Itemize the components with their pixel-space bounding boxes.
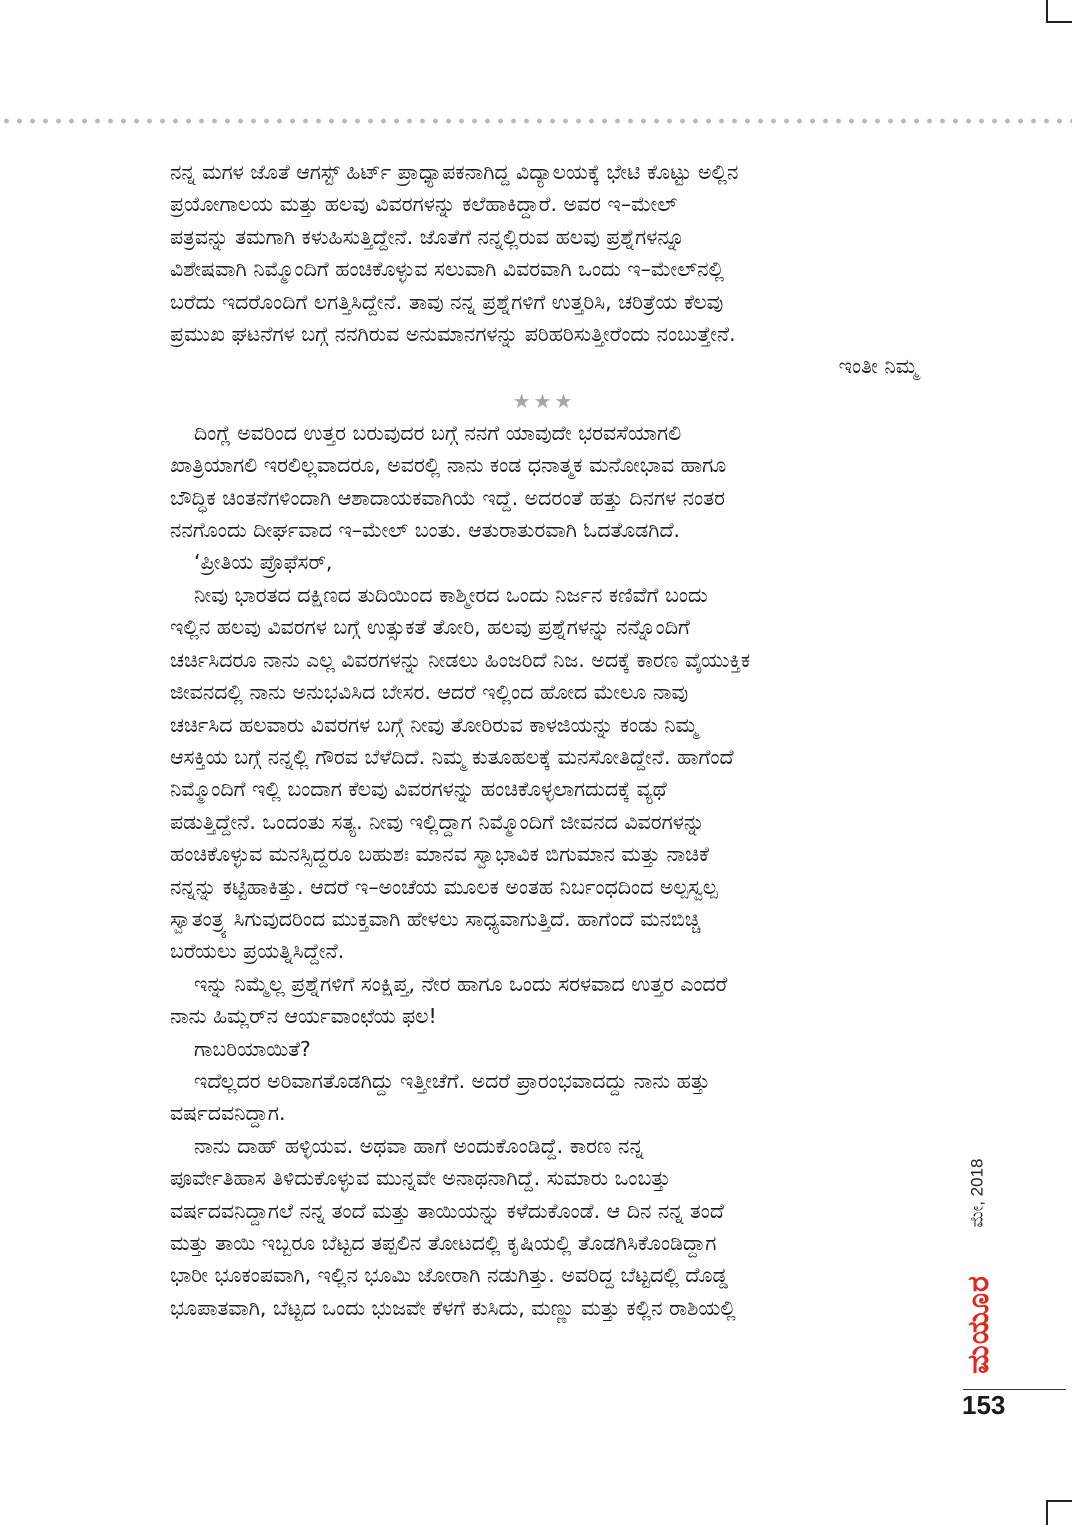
crop-mark-bottom-vertical xyxy=(1046,1500,1048,1525)
text-line: ನಿಮ್ಮೊಂದಿಗೆ ಇಲ್ಲಿ ಬಂದಾಗ ಕೆಲವು ವಿವರಗಳನ್ನು ಹಂಚಿಕೊಳ್ಳಲಾಗದುದಕ್ಕೆ ವ್ಯಥೆ xyxy=(170,777,667,802)
paragraph-childhood xyxy=(170,1130,918,1324)
text-line: ಭಾರೀ ಭೂಕಂಪವಾಗಿ, ಇಲ್ಲಿನ ಭೂಮಿ ಜೋರಾಗಿ ನಡುಗಿತ್ತು. ಅವರಿದ್ದ ಬೆಟ್ಟದಲ್ಲಿ ದೊಡ್ಡ xyxy=(170,1263,728,1288)
text-line: ಸ್ವಾತಂತ್ರ್ಯ ಸಿಗುವುದರಿಂದ ಮುಕ್ತವಾಗಿ ಹೇಳಲು ಸಾಧ್ಯವಾಗುತ್ತಿದೆ. ಹಾಗೆಂದೆ ಮನಬಿಚ್ಚಿ xyxy=(170,906,701,931)
paragraph-realization xyxy=(170,1065,918,1130)
magazine-logo-text: ಮಯೂರ xyxy=(960,1274,996,1374)
text-line: ಪ್ರಮುಖ ಘಟನೆಗಳ ಬಗ್ಗೆ ನನಗಿರುವ ಅನುಮಾನಗಳನ್ನು ಪರಿಹರಿಸುತ್ತೀರೆಂದು ನಂಬುತ್ತೇನೆ. xyxy=(170,322,736,347)
magazine-logo xyxy=(948,1262,1008,1386)
text-line: ಮತ್ತು ತಾಯಿ ಇಬ್ಬರೂ ಬೆಟ್ಟದ ತಪ್ಪಲಿನ ತೋಟದಲ್ಲಿ ಕೃಷಿಯಲ್ಲಿ ತೊಡಗಿಸಿಕೊಂಡಿದ್ದಾಗ xyxy=(170,1231,717,1255)
text-line: ನನ್ನನ್ನು ಕಟ್ಟಿಹಾಕಿತ್ತು. ಆದರೆ ಇ–ಅಂಚೆಯ ಮೂಲಕ ಅಂತಹ ನಿರ್ಬಂಧದಿಂದ ಅಲ್ಪಸ್ವಲ್ಪ xyxy=(170,874,718,899)
letter-salutation: ‘ಪ್ರೀತಿಯ ಪ್ರೊಫೆಸರ್, xyxy=(194,550,333,575)
text-line: ನಾನು ದಾಹ್ ಹಳ್ಳಿಯವ. ಅಥವಾ ಹಾಗೆ ಅಂದುಕೊಂಡಿದ್ದೆ. ಕಾರಣ ನನ್ನ xyxy=(194,1133,644,1158)
text-line: ನೀವು ಭಾರತದ ದಕ್ಷಿಣದ ತುದಿಯಿಂದ ಕಾಶ್ಮೀರದ ಒಂದು ನಿರ್ಜನ ಕಣಿವೆಗೆ ಬಂದು xyxy=(194,582,708,607)
text-line: ಜೀವನದಲ್ಲಿ ನಾನು ಅನುಭವಿಸಿದ ಬೇಸರ. ಆದರೆ ಇಲ್ಲಿಂದ ಹೋದ ಮೇಲೂ ನಾವು xyxy=(170,680,689,705)
paragraph-himmler xyxy=(170,968,918,1033)
text-line: ಆಸಕ್ತಿಯ ಬಗ್ಗೆ ನನ್ನಲ್ಲಿ ಗೌರವ ಬೆಳೆದಿದೆ. ನಿಮ್ಮ ಕುತೂಹಲಕ್ಕೆ ಮನಸೋತಿದ್ದೇನೆ. ಹಾಗೆಂದೆ xyxy=(170,744,734,769)
text-line: ಚರ್ಚಿಸಿದರೂ ನಾನು ಎಲ್ಲ ವಿವರಗಳನ್ನು ನೀಡಲು ಹಿಂಜರಿದೆ ನಿಜ. ಅದಕ್ಕೆ ಕಾರಣ ವೈಯುಕ್ತಿಕ xyxy=(170,647,751,672)
text-line: ನನಗೊಂದು ದೀರ್ಘವಾದ ಇ–ಮೇಲ್ ಬಂತು. ಆತುರಾತುರವಾಗಿ ಓದತೊಡಗಿದೆ. xyxy=(170,518,681,543)
page-number: 153 xyxy=(962,1390,1006,1420)
paragraph-dingle-reply xyxy=(170,417,918,547)
dotted-header-rule xyxy=(0,118,1072,124)
text-line: ಹಂಚಿಕೊಳ್ಳುವ ಮನಸ್ಸಿದ್ದರೂ ಬಹುಶಃ ಮಾನವ ಸ್ವಾಭಾವಿಕ ಬಿಗುಮಾನ ಮತ್ತು ನಾಚಿಕೆ xyxy=(170,842,709,867)
text-line: ಪ್ರಯೋಗಾಲಯ ಮತ್ತು ಹಲವು ವಿವರಗಳನ್ನು ಕಲೆಹಾಕಿದ್ದಾರೆ. ಅವರ ಇ–ಮೇಲ್ xyxy=(170,192,678,217)
text-line: ದಿಂಗ್ಲೆ ಅವರಿಂದ ಉತ್ತರ ಬರುವುದರ ಬಗ್ಗೆ ನನಗೆ ಯಾವುದೇ ಭರವಸೆಯಾಗಲಿ xyxy=(194,420,682,445)
section-separator-stars: ★★★ xyxy=(512,388,576,413)
paragraph-letter-body xyxy=(170,579,918,968)
crop-mark-top-horizontal xyxy=(1046,21,1072,23)
crop-mark-top-vertical xyxy=(1046,0,1048,22)
text-line: ವಿಶೇಷವಾಗಿ ನಿಮ್ಮೊಂದಿಗೆ ಹಂಚಿಕೊಳ್ಳುವ ಸಲುವಾಗಿ ವಿವರವಾಗಿ ಒಂದು ಇ–ಮೇಲ್‌ನಲ್ಲಿ xyxy=(170,257,724,282)
letter-signoff: ಇಂತೀ ನಿಮ್ಮ xyxy=(838,354,918,379)
text-line: ವರ್ಷದವನಿದ್ದಾಗಲೆ ನನ್ನ ತಂದೆ ಮತ್ತು ತಾಯಿಯನ್ನು ಕಳೆದುಕೊಂಡೆ. ಆ ದಿನ ನನ್ನ ತಂದೆ xyxy=(170,1198,724,1223)
text-line: ಇನ್ನು ನಿಮ್ಮೆಲ್ಲ ಪ್ರಶ್ನೆಗಳಿಗೆ ಸಂಕ್ಷಿಪ್ತ, ನೇರ ಹಾಗೂ ಒಂದು ಸರಳವಾದ ಉತ್ತರ ಎಂದರೆ xyxy=(194,971,728,996)
text-line: ವರ್ಷದವನಿದ್ದಾಗ. xyxy=(170,1101,286,1126)
article-body xyxy=(170,156,918,1324)
crop-mark-bottom-horizontal xyxy=(1046,1500,1072,1502)
text-line: ಬರೆದು ಇದರೊಂದಿಗೆ ಲಗತ್ತಿಸಿದ್ದೇನೆ. ತಾವು ನನ್ನ ಪ್ರಶ್ನೆಗಳಿಗೆ ಉತ್ತರಿಸಿ, ಚರಿತ್ರೆಯ ಕೆಲವು xyxy=(170,289,724,314)
paragraph-intro-letter xyxy=(170,156,918,350)
text-line: ನಾನು ಹಿಮ್ಲರ್‌ನ ಆರ್ಯವಾಂಛೆಯ ಫಲ! xyxy=(170,1004,437,1029)
issue-date xyxy=(952,1138,1002,1248)
text-line: ಪತ್ರವನ್ನು ತಮಗಾಗಿ ಕಳುಹಿಸುತ್ತಿದ್ದೇನೆ. ಜೊತೆಗೆ ನನ್ನಲ್ಲಿರುವ ಹಲವು ಪ್ರಶ್ನೆಗಳನ್ನೂ xyxy=(170,224,685,249)
text-line: ಪೂರ್ವೇತಿಹಾಸ ತಿಳಿದುಕೊಳ್ಳುವ ಮುನ್ನವೇ ಅನಾಥನಾಗಿದ್ದೆ. ಸುಮಾರು ಒಂಬತ್ತು xyxy=(170,1166,671,1191)
text-line: ಭೂಪಾತವಾಗಿ, ಬೆಟ್ಟದ ಒಂದು ಭುಜವೇ ಕೆಳಗೆ ಕುಸಿದು, ಮಣ್ಣು ಮತ್ತು ಕಲ್ಲಿನ ರಾಶಿಯಲ್ಲಿ xyxy=(170,1295,736,1320)
issue-date-text: ಮೇ, 2018 xyxy=(967,1158,987,1228)
text-line: ಇಲ್ಲಿನ ಹಲವು ವಿವರಗಳ ಬಗ್ಗೆ ಉತ್ಸುಕತೆ ತೋರಿ, ಹಲವು ಪ್ರಶ್ನೆಗಳನ್ನು ನನ್ನೊಂದಿಗೆ xyxy=(170,615,690,640)
text-line: ಪಡುತ್ತಿದ್ದೇನೆ. ಒಂದಂತು ಸತ್ಯ. ನೀವು ಇಲ್ಲಿದ್ದಾಗ ನಿಮ್ಮೊಂದಿಗೆ ಜೀವನದ ವಿವರಗಳನ್ನು xyxy=(170,809,705,834)
text-line: ಖಾತ್ರಿಯಾಗಲಿ ಇರಲಿಲ್ಲವಾದರೂ, ಅವರಲ್ಲಿ ನಾನು ಕಂಡ ಧನಾತ್ಮಕ ಮನೋಭಾವ ಹಾಗೂ xyxy=(170,453,727,478)
text-line: ಬೌದ್ಧಿಕ ಚಿಂತನೆಗಳಿಂದಾಗಿ ಆಶಾದಾಯಕವಾಗಿಯೆ ಇದ್ದೆ. ಅದರಂತೆ ಹತ್ತು ದಿನಗಳ ನಂತರ xyxy=(170,485,725,510)
text-line: ಬರೆಯಲು ಪ್ರಯತ್ನಿಸಿದ್ದೇನೆ. xyxy=(170,939,345,964)
text-line: ಇದೆಲ್ಲದರ ಅರಿವಾಗತೊಡಗಿದ್ದು ಇತ್ತೀಚೆಗೆ. ಅದರೆ ಪ್ರಾರಂಭವಾದದ್ದು ನಾನು ಹತ್ತು xyxy=(194,1068,710,1093)
paragraph-shocked: ಗಾಬರಿಯಾಯಿತೆ? xyxy=(194,1036,311,1061)
text-line: ನನ್ನ ಮಗಳ ಜೊತೆ ಆಗಸ್ಟ್ ಹಿರ್ಟ್ ಪ್ರಾಧ್ಯಾಪಕನಾಗಿದ್ದ ವಿದ್ಯಾಲಯಕ್ಕೆ ಭೇಟಿ ಕೊಟ್ಟು ಅಲ್ಲಿನ xyxy=(170,160,739,184)
text-line: ಚರ್ಚಿಸಿದ ಹಲವಾರು ವಿವರಗಳ ಬಗ್ಗೆ ನೀವು ತೋರಿರುವ ಕಾಳಜಿಯನ್ನು ಕಂಡು ನಿಮ್ಮ xyxy=(170,712,698,737)
